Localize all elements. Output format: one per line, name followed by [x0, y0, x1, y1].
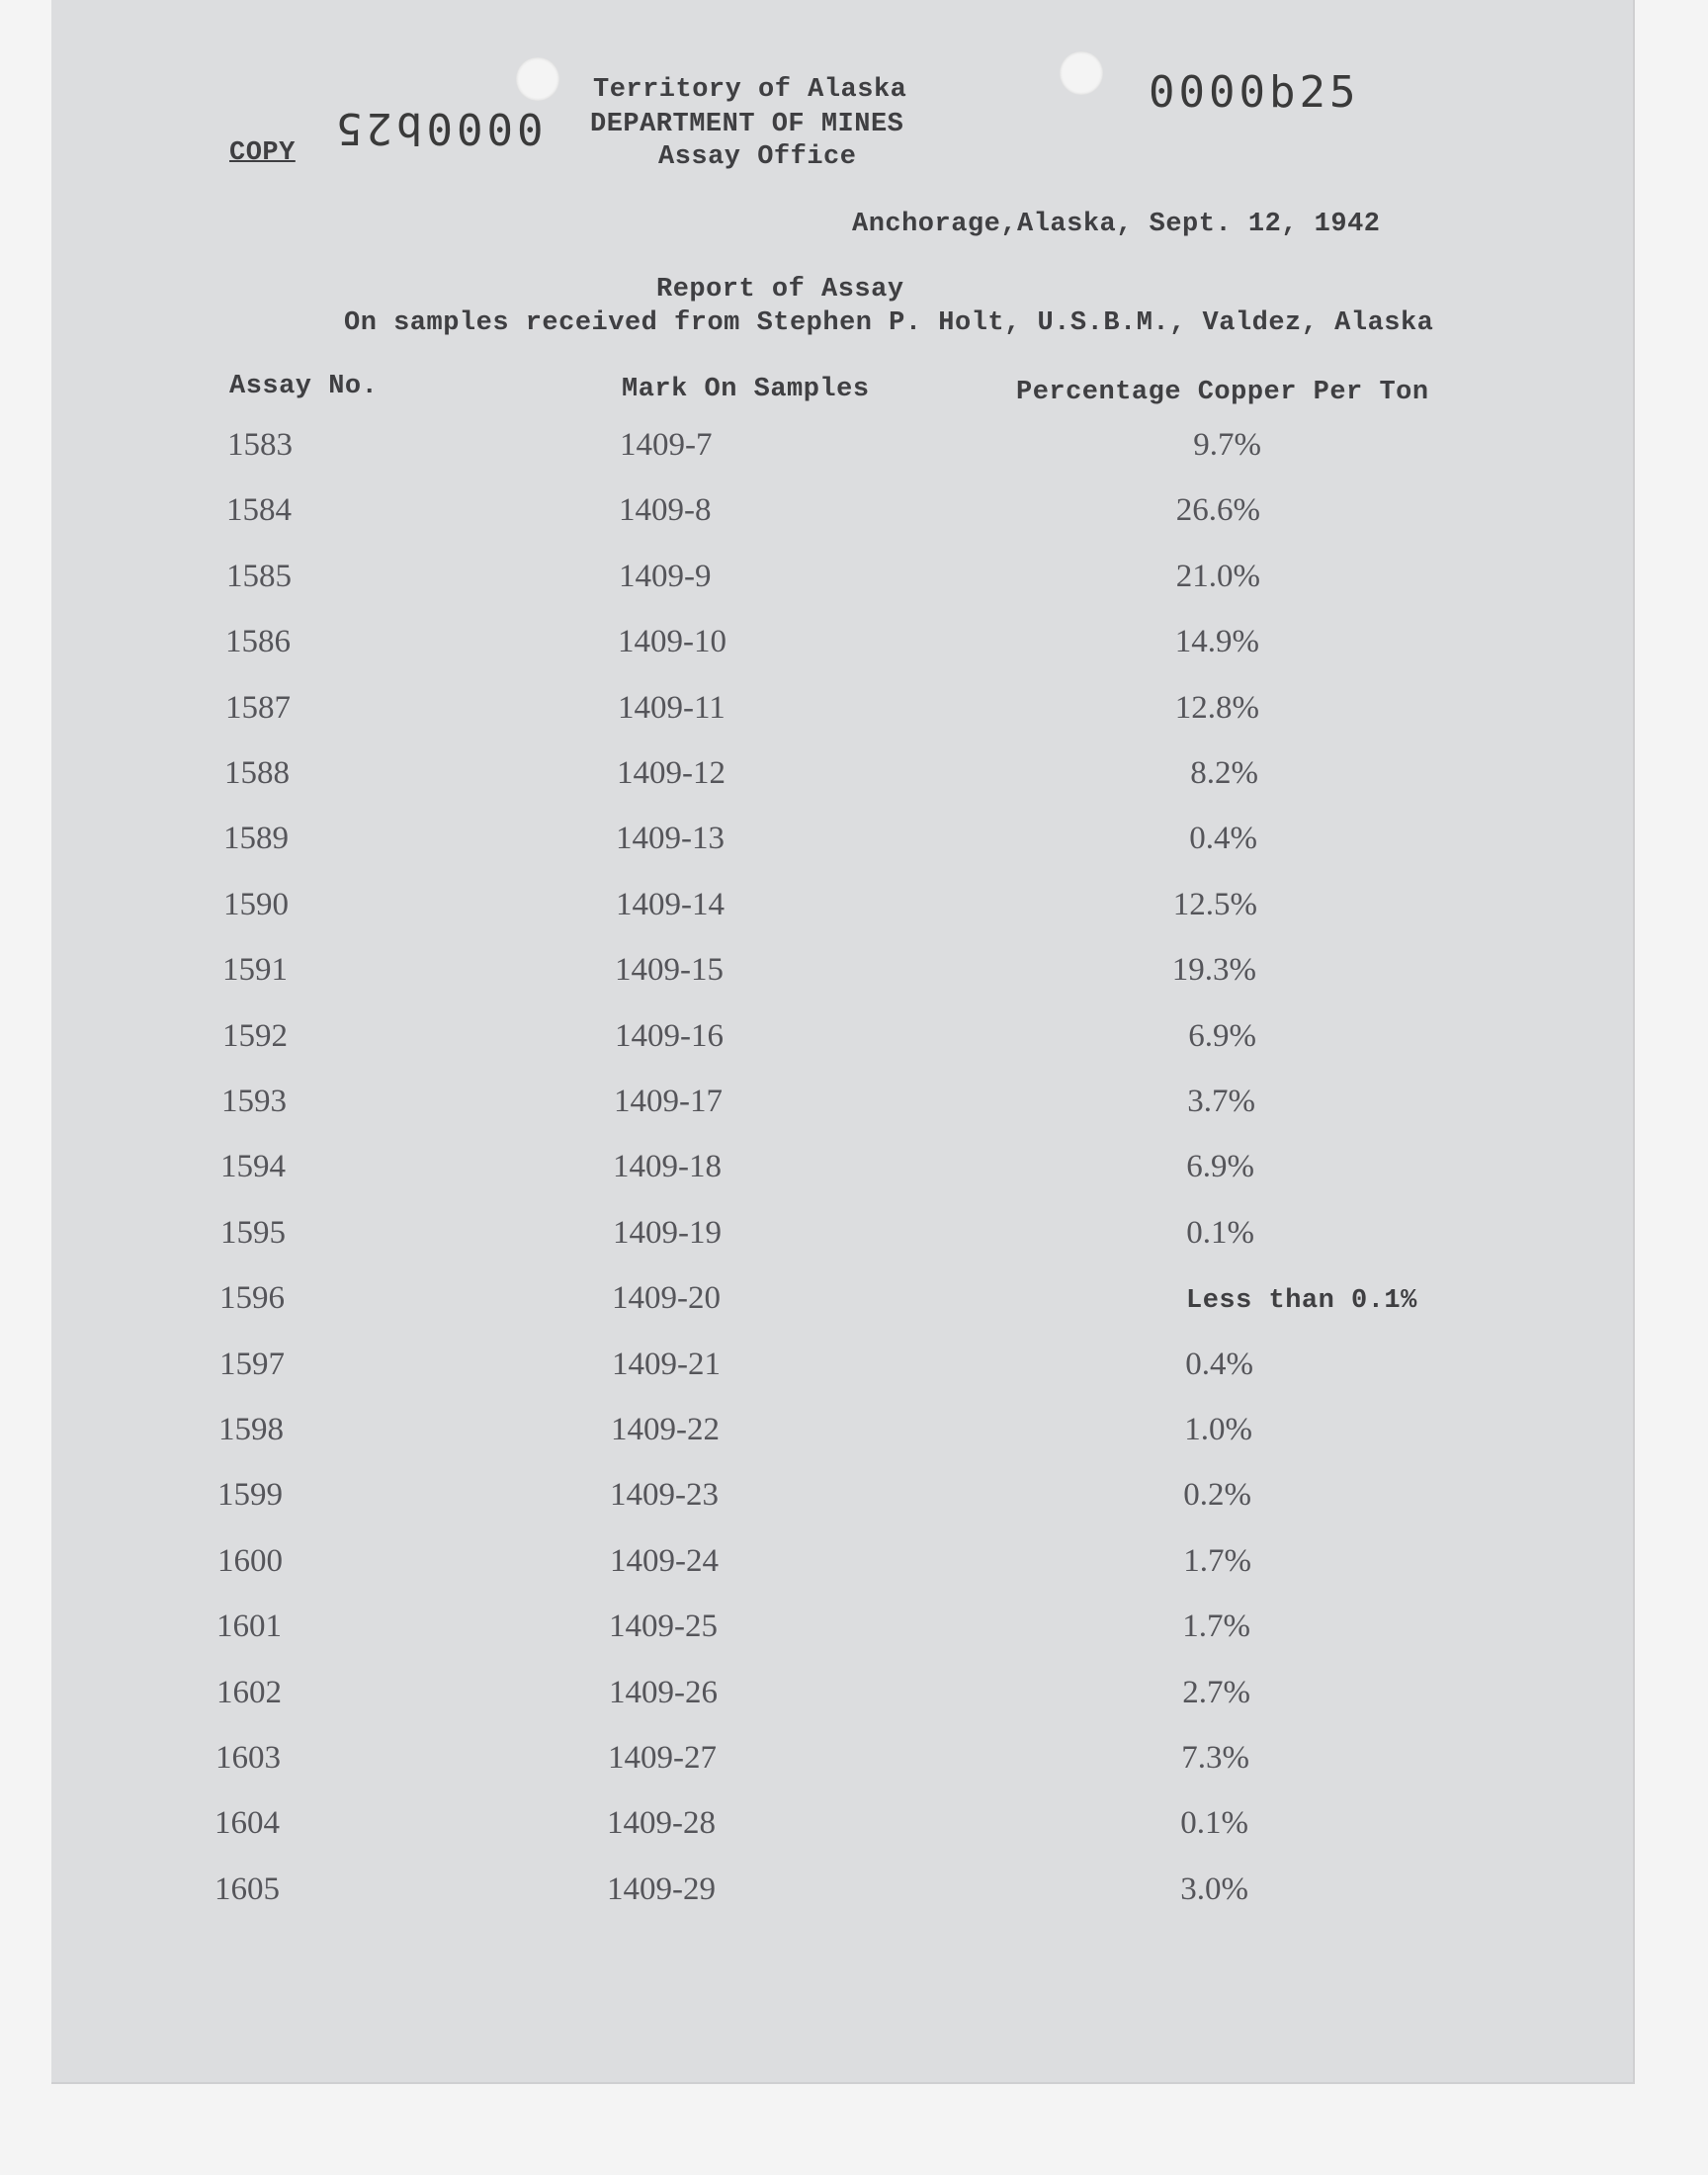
sample-mark: 1409-14	[616, 887, 725, 922]
assay-number: 1602	[216, 1675, 282, 1710]
copper-percentage: Less than 0.1%	[1186, 1286, 1417, 1316]
sample-mark: 1409-28	[607, 1805, 716, 1841]
assay-number: 1601	[216, 1609, 282, 1644]
sample-mark: 1409-12	[617, 755, 726, 791]
copper-percentage: 26.6%	[1175, 492, 1260, 528]
sample-mark: 1409-27	[608, 1740, 717, 1776]
copper-percentage: 0.2%	[1183, 1477, 1251, 1513]
sample-mark: 1409-25	[609, 1609, 718, 1644]
header-office: Assay Office	[658, 142, 857, 172]
copper-percentage: 12.5%	[1172, 887, 1257, 922]
punch-hole-right	[1060, 51, 1103, 95]
copper-percentage: 14.9%	[1174, 624, 1259, 659]
sample-mark: 1409-26	[609, 1675, 718, 1710]
copper-percentage: 7.3%	[1181, 1740, 1249, 1776]
copper-percentage: 6.9%	[1186, 1149, 1254, 1184]
stamp-number-reversed: 0000b25	[332, 103, 544, 153]
assay-number: 1598	[218, 1412, 284, 1447]
assay-number: 1597	[219, 1347, 285, 1382]
assay-number: 1605	[214, 1871, 280, 1907]
copper-percentage: 1.7%	[1183, 1543, 1251, 1579]
sample-mark: 1409-17	[614, 1084, 723, 1119]
assay-number: 1595	[220, 1215, 286, 1251]
copper-percentage: 1.0%	[1184, 1412, 1252, 1447]
column-header-assay-no: Assay No.	[229, 372, 379, 401]
copper-percentage: 2.7%	[1182, 1675, 1250, 1710]
header-territory: Territory of Alaska	[593, 75, 907, 105]
assay-number: 1588	[224, 755, 290, 791]
sample-mark: 1409-20	[612, 1280, 721, 1316]
assay-number: 1585	[226, 559, 292, 594]
assay-number: 1586	[225, 624, 291, 659]
copper-percentage: 3.0%	[1180, 1871, 1248, 1907]
sample-mark: 1409-11	[618, 690, 726, 726]
assay-number: 1584	[226, 492, 292, 528]
column-header-mark: Mark On Samples	[622, 375, 870, 404]
place-date: Anchorage,Alaska, Sept. 12, 1942	[852, 210, 1381, 239]
header-department: DEPARTMENT OF MINES	[590, 110, 904, 139]
sample-mark: 1409-16	[615, 1018, 724, 1054]
punch-hole-left	[516, 57, 559, 101]
copper-percentage: 6.9%	[1188, 1018, 1256, 1054]
assay-number: 1591	[222, 952, 288, 988]
sample-mark: 1409-22	[611, 1412, 720, 1447]
copper-percentage: 9.7%	[1193, 427, 1261, 463]
assay-number: 1596	[219, 1280, 285, 1316]
copper-percentage: 3.7%	[1187, 1084, 1255, 1119]
sample-mark: 1409-18	[613, 1149, 722, 1184]
sample-mark: 1409-19	[613, 1215, 722, 1251]
assay-number: 1599	[217, 1477, 283, 1513]
report-title: Report of Assay	[656, 275, 904, 304]
copper-percentage: 1.7%	[1182, 1609, 1250, 1644]
assay-number: 1604	[214, 1805, 280, 1841]
assay-number: 1592	[222, 1018, 288, 1054]
report-subtitle: On samples received from Stephen P. Holt, U.S.B.M., Valdez, Alaska	[344, 308, 1434, 338]
assay-number: 1600	[217, 1543, 283, 1579]
copper-percentage: 0.1%	[1186, 1215, 1254, 1251]
sample-mark: 1409-7	[620, 427, 713, 463]
sample-mark: 1409-13	[616, 821, 725, 856]
copy-label: COPY	[229, 138, 296, 168]
sample-mark: 1409-21	[612, 1347, 721, 1382]
sample-mark: 1409-29	[607, 1871, 716, 1907]
copper-percentage: 12.8%	[1174, 690, 1259, 726]
assay-number: 1603	[215, 1740, 281, 1776]
copper-percentage: 19.3%	[1171, 952, 1256, 988]
assay-number: 1593	[221, 1084, 287, 1119]
assay-number: 1590	[223, 887, 289, 922]
copper-percentage: 8.2%	[1190, 755, 1258, 791]
assay-number: 1594	[220, 1149, 286, 1184]
stamp-number: 0000b25	[1149, 67, 1360, 118]
sample-mark: 1409-24	[610, 1543, 719, 1579]
assay-number: 1583	[227, 427, 293, 463]
copper-percentage: 0.1%	[1180, 1805, 1248, 1841]
assay-number: 1589	[223, 821, 289, 856]
sample-mark: 1409-15	[615, 952, 724, 988]
copper-percentage: 0.4%	[1185, 1347, 1253, 1382]
sample-mark: 1409-8	[619, 492, 712, 528]
sample-mark: 1409-9	[619, 559, 712, 594]
sample-mark: 1409-10	[618, 624, 726, 659]
sample-mark: 1409-23	[610, 1477, 719, 1513]
column-header-percentage: Percentage Copper Per Ton	[1016, 378, 1429, 407]
copper-percentage: 21.0%	[1175, 559, 1260, 594]
assay-number: 1587	[225, 690, 291, 726]
copper-percentage: 0.4%	[1189, 821, 1257, 856]
